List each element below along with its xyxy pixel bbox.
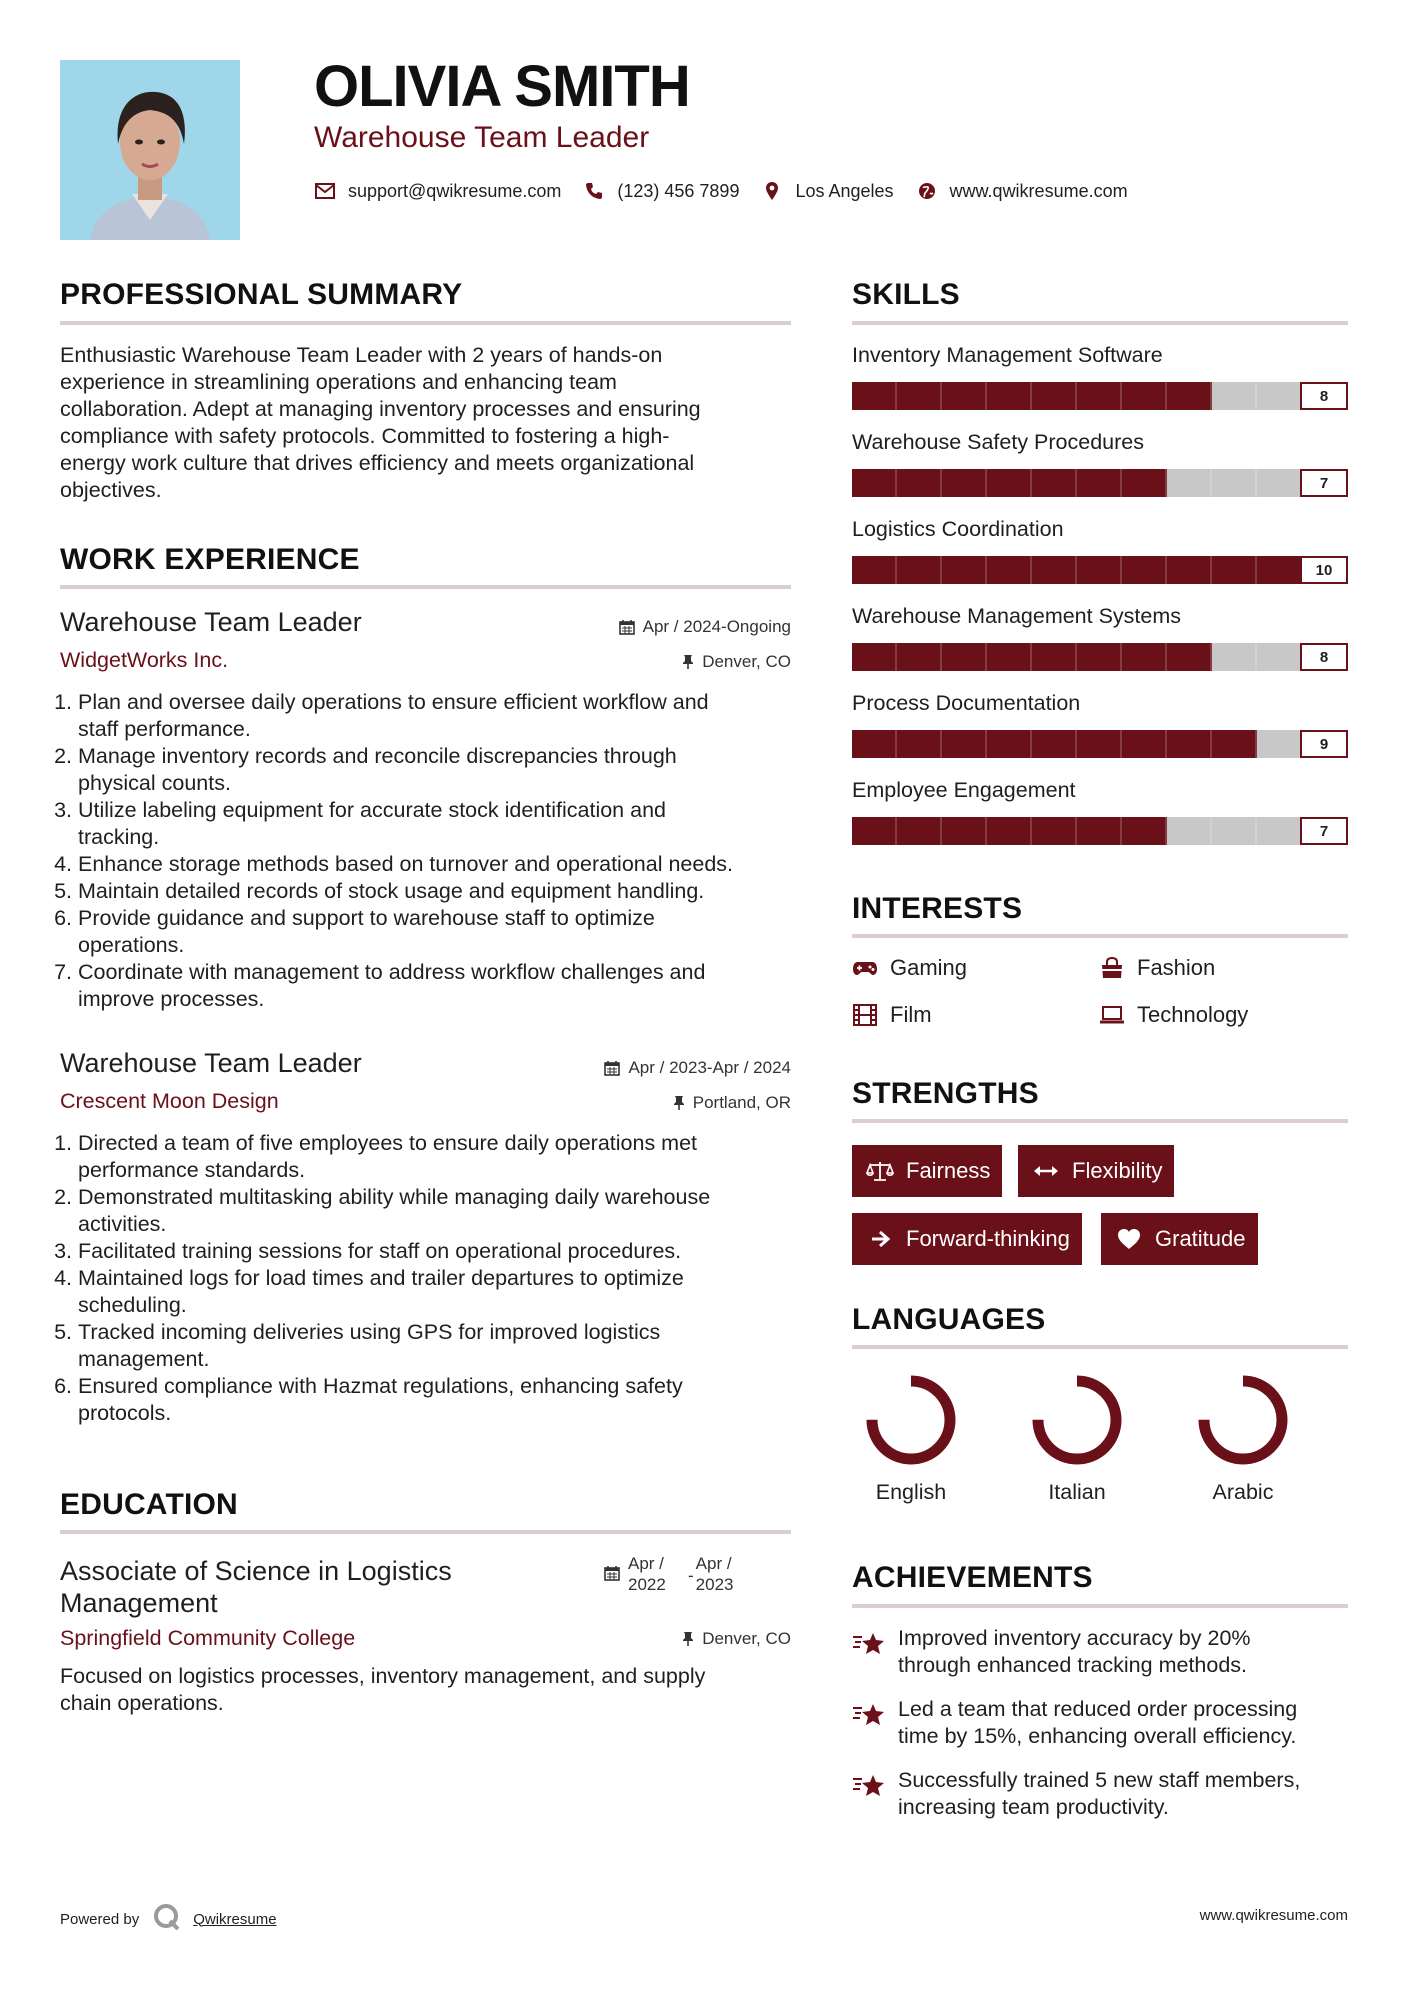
skill-name: Warehouse Safety Procedures [852, 430, 1144, 454]
strength-forward-thinking: Forward-thinking [852, 1213, 1082, 1265]
skill-bar-segment [987, 469, 1032, 497]
degree-title: Associate of Science in Logistics Management [60, 1556, 452, 1618]
achievements-heading: ACHIEVEMENTS [852, 1561, 1093, 1594]
strength-flexibility: Flexibility [1018, 1145, 1174, 1197]
skill-bar-segment [1032, 643, 1077, 671]
skill-bar-segment [897, 556, 942, 584]
skill-bar-segment [1077, 382, 1122, 410]
skills-heading: SKILLS [852, 278, 960, 311]
summary-line: experience in streamlining operations and enhancing team [60, 370, 617, 394]
achievements-divider [852, 1604, 1348, 1608]
strength-fairness: Fairness [852, 1145, 1002, 1197]
skill-bar [852, 382, 1302, 410]
calendar-icon [604, 1060, 620, 1076]
experience-heading: WORK EXPERIENCE [60, 543, 360, 576]
skill-bar-segment [1077, 469, 1122, 497]
languages-heading: LANGUAGES [852, 1303, 1046, 1336]
skill-bar-segment [1257, 817, 1302, 845]
job-date-text: Apr / 2023-Apr / 2024 [628, 1058, 791, 1077]
skill-bar-segment [1032, 382, 1077, 410]
skill-bar-segment [942, 730, 987, 758]
skill-bar-segment [852, 469, 897, 497]
profile-photo [60, 60, 240, 240]
skill-bar-segment [852, 817, 897, 845]
language-ring [861, 1370, 961, 1470]
summary-line: compliance with safety protocols. Committed to fostering a high- [60, 424, 670, 448]
skill-bar-segment [897, 730, 942, 758]
interest-gaming: Gaming [852, 957, 967, 979]
pushpin-icon [682, 654, 694, 670]
skill-bar-segment [987, 730, 1032, 758]
contact-phone: (123) 456 7899 [617, 180, 740, 201]
interest-film: Film [852, 1004, 932, 1026]
skill-bar-segment [897, 643, 942, 671]
skill-level-value: 7 [1300, 469, 1348, 497]
skill-bar-segment [1077, 556, 1122, 584]
language-item [1188, 1370, 1298, 1505]
job-title: Warehouse Team Leader [60, 607, 362, 637]
skill-bar-segment [897, 817, 942, 845]
skills-divider [852, 321, 1348, 325]
skill-name: Logistics Coordination [852, 517, 1064, 541]
skill-bar-segment [1122, 382, 1167, 410]
skill-bar-segment [1212, 643, 1257, 671]
skill-bar-segment [987, 382, 1032, 410]
skill-bar-segment [942, 469, 987, 497]
language-ring [1193, 1370, 1293, 1470]
skill-bar-segment [897, 469, 942, 497]
skill-bar [852, 556, 1302, 584]
skill-bar-segment [1257, 382, 1302, 410]
skill-bar-segment [987, 643, 1032, 671]
list-item: 5. Tracked incoming deliveries using GPS for improved logistics management. [54, 1320, 661, 1371]
skill-bar-segment [1167, 730, 1212, 758]
achievement-item [852, 1696, 1348, 1750]
list-item: 5. Maintain detailed records of stock usage and equipment handling. [54, 879, 705, 903]
achievement-text: Improved inventory accuracy by 20% through enhanced tracking methods. [898, 1626, 1251, 1677]
job-location-text: Denver, CO [702, 652, 791, 671]
footer-powered-by: Powered by Qwikresume [60, 1903, 277, 1935]
list-item: 4. Maintained logs for load times and trailer departures to optimize scheduling. [54, 1266, 684, 1317]
skill-bar-segment [987, 556, 1032, 584]
skill-bar-segment [852, 730, 897, 758]
skill-bar-segment [1077, 643, 1122, 671]
achievement-text: Led a team that reduced order processing time by 15%, enhancing overall efficiency. [898, 1697, 1298, 1748]
summary-divider [60, 321, 791, 325]
experience-divider [60, 585, 791, 589]
interests-heading: INTERESTS [852, 892, 1023, 925]
candidate-name: OLIVIA SMITH [314, 54, 690, 119]
arrow-right-icon [866, 1227, 894, 1251]
skill-bar-segment [1212, 382, 1257, 410]
skill-bar-segment [852, 643, 897, 671]
list-item: 3. Utilize labeling equipment for accurate stock identification and tracking. [54, 798, 666, 849]
interests-divider [852, 934, 1348, 938]
language-label: Italian [1048, 1480, 1106, 1504]
job-date-text: Apr / 2024-Ongoing [642, 617, 791, 636]
skill-bar-segment [1257, 469, 1302, 497]
pushpin-icon [682, 1631, 694, 1647]
job-company: WidgetWorks Inc. [60, 648, 229, 672]
skill-bar-segment [1032, 730, 1077, 758]
language-label: English [875, 1480, 947, 1504]
interest-technology: Technology [1099, 1004, 1248, 1026]
skill-bar-segment [1077, 817, 1122, 845]
achievement-text: Successfully trained 5 new staff members, increasing team productivity. [898, 1768, 1301, 1819]
balance-scale-icon [866, 1159, 894, 1183]
job-date [450, 1059, 791, 1076]
list-item: 6. Ensured compliance with Hazmat regulations, enhancing safety protocols. [54, 1374, 683, 1425]
skill-bar-segment [852, 382, 897, 410]
shopping-bag-icon [1099, 957, 1125, 979]
job-location-text: Portland, OR [692, 1093, 791, 1112]
skill-level-value: 7 [1300, 817, 1348, 845]
summary-heading: PROFESSIONAL SUMMARY [60, 278, 463, 311]
skill-bar-segment [1257, 643, 1302, 671]
skill-bar-segment [1167, 382, 1212, 410]
language-ring [1027, 1370, 1127, 1470]
job-location [450, 1094, 791, 1111]
list-item: 4. Enhance storage methods based on turnover and operational needs. [54, 852, 733, 876]
skill-bar [852, 469, 1302, 497]
language-item [1022, 1370, 1132, 1505]
skill-name: Inventory Management Software [852, 343, 1163, 367]
shooting-star-icon [852, 1625, 886, 1679]
skill-bar-segment [852, 556, 897, 584]
skill-level-value: 9 [1300, 730, 1348, 758]
job-company: Crescent Moon Design [60, 1089, 279, 1113]
film-icon [852, 1004, 878, 1026]
list-item: 2. Manage inventory records and reconcile discrepancies through physical counts. [54, 744, 677, 795]
job-date [450, 618, 791, 635]
skill-bar-segment [1122, 469, 1167, 497]
job-title: Warehouse Team Leader [60, 1048, 362, 1078]
skill-bar [852, 643, 1302, 671]
arrows-horizontal-icon [1032, 1159, 1060, 1183]
contact-email[interactable]: support@qwikresume.com [348, 180, 562, 201]
footer-website[interactable]: www.qwikresume.com [1199, 1907, 1348, 1924]
calendar-icon [619, 619, 635, 635]
skill-bar-segment [1212, 556, 1257, 584]
skill-bar-segment [1167, 643, 1212, 671]
shooting-star-icon [852, 1696, 886, 1750]
summary-line: collaboration. Adept at managing inventory processes and ensuring [60, 397, 701, 421]
language-item [856, 1370, 966, 1505]
interest-fashion: Fashion [1099, 957, 1215, 979]
job-duties [52, 1130, 791, 1427]
list-item: 1. Directed a team of five employees to ensure daily operations met performance standards. [54, 1131, 698, 1182]
skill-bar-segment [1212, 730, 1257, 758]
shooting-star-icon [852, 1767, 886, 1821]
phone-icon [583, 180, 605, 202]
laptop-icon [1099, 1004, 1125, 1026]
globe-icon [916, 180, 938, 202]
skill-bar-segment [1122, 556, 1167, 584]
education-heading: EDUCATION [60, 1488, 238, 1521]
skill-bar-segment [1167, 556, 1212, 584]
summary-line: energy work culture that drives efficiency and meets organizational [60, 451, 695, 475]
skill-name: Employee Engagement [852, 778, 1076, 802]
education-date: Apr / 2022 - Apr / 2023 [604, 1553, 734, 1595]
skill-bar-segment [897, 382, 942, 410]
skill-bar-segment [1032, 556, 1077, 584]
list-item: 7. Coordinate with management to address workflow challenges and improve processes. [54, 960, 706, 1011]
summary-line: Enthusiastic Warehouse Team Leader with 2 years of hands-on [60, 343, 663, 367]
education-location: Denver, CO [450, 1630, 791, 1647]
skill-bar-segment [942, 817, 987, 845]
strengths-heading: STRENGTHS [852, 1077, 1039, 1110]
achievement-item [852, 1625, 1348, 1679]
skill-bar [852, 817, 1302, 845]
achievement-item [852, 1767, 1348, 1821]
summary-text [60, 342, 791, 504]
skill-bar-segment [942, 382, 987, 410]
contact-bar [314, 178, 1150, 204]
skill-bar-segment [1257, 556, 1302, 584]
pushpin-icon [673, 1095, 685, 1111]
list-item: 1. Plan and oversee daily operations to ensure efficient workflow and staff performance. [54, 690, 709, 741]
skill-level-value: 8 [1300, 643, 1348, 671]
qwikresume-logo-icon [153, 1903, 181, 1935]
skill-level-value: 10 [1300, 556, 1348, 584]
footer-brand-link[interactable]: Qwikresume [193, 1910, 277, 1928]
candidate-role: Warehouse Team Leader [314, 121, 650, 154]
contact-location: Los Angeles [795, 180, 894, 201]
languages-divider [852, 1345, 1348, 1349]
language-label: Arabic [1212, 1480, 1274, 1504]
contact-website[interactable]: www.qwikresume.com [949, 180, 1128, 201]
education-description: Focused on logistics processes, inventory management, and supply chain operations. [60, 1664, 706, 1715]
heart-icon [1115, 1227, 1143, 1251]
strengths-divider [852, 1119, 1348, 1123]
skill-bar-segment [1212, 817, 1257, 845]
school-name: Springfield Community College [60, 1626, 356, 1650]
skill-bar-segment [1122, 730, 1167, 758]
education-divider [60, 1530, 791, 1534]
job-location [450, 653, 791, 670]
skill-name: Process Documentation [852, 691, 1081, 715]
skill-bar-segment [942, 643, 987, 671]
summary-line: objectives. [60, 478, 162, 502]
list-item: 2. Demonstrated multitasking ability while managing daily warehouse activities. [54, 1185, 711, 1236]
list-item: 6. Provide guidance and support to warehouse staff to optimize operations. [54, 906, 655, 957]
skill-bar-segment [1167, 817, 1212, 845]
skill-bar-segment [1122, 643, 1167, 671]
skill-bar-segment [987, 817, 1032, 845]
skill-level-value: 8 [1300, 382, 1348, 410]
job-duties [52, 689, 791, 1013]
list-item: 3. Facilitated training sessions for staff on operational procedures. [54, 1239, 682, 1263]
skill-bar-segment [1212, 469, 1257, 497]
calendar-icon [604, 1565, 620, 1581]
skill-bar-segment [1077, 730, 1122, 758]
gamepad-icon [852, 957, 878, 979]
envelope-icon [314, 180, 336, 202]
skill-bar [852, 730, 1302, 758]
skill-bar-segment [942, 556, 987, 584]
skill-name: Warehouse Management Systems [852, 604, 1182, 628]
map-pin-icon [761, 180, 783, 202]
strength-gratitude: Gratitude [1101, 1213, 1258, 1265]
skill-bar-segment [1032, 817, 1077, 845]
skill-bar-segment [1122, 817, 1167, 845]
skill-bar-segment [1032, 469, 1077, 497]
skill-bar-segment [1167, 469, 1212, 497]
skill-bar-segment [1257, 730, 1302, 758]
